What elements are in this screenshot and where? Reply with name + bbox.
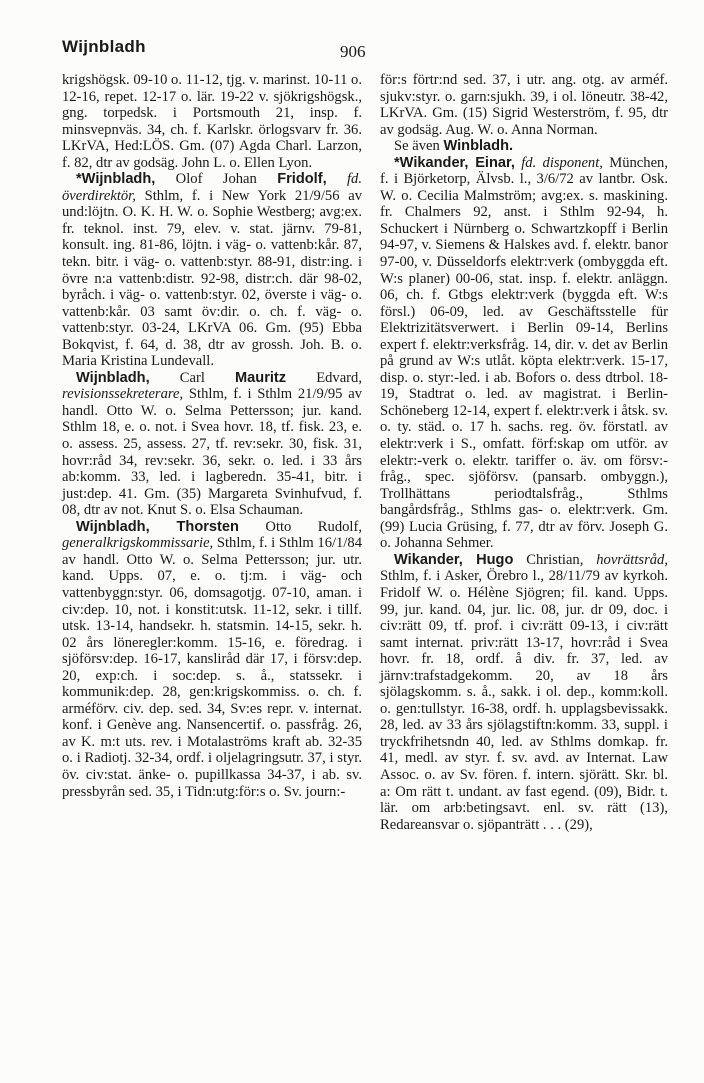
entry-title: fd. disponent,	[514, 154, 603, 171]
entry-body: Sthlm, f. i Sthlm 21/9/95 av handl. Otto W. o. Selma Pettersson; jur. kand. Sthlm 18, e. o. not. i Svea hovr. 18, tf. fisk. 23, e. o. assess. 25, assess. 27, tf. rev:sekr. 30, fisk. 31, hovr:råd 34, rev:sekr. 36, sekr. o. led. i 33 års ab:komm. 33, led. i lagberedn. 35-41, bitr. i just:dep. 41. Gm. (35) Margareta Svinhufvud, f. 08, dtr av not. Knut S. o. Elsa Schauman.	[62, 386, 362, 519]
entry-body: Sthlm, f. i Asker, Örebro l., 28/11/79 av kyrkoh. Fridolf W. o. Hélène Sjögren; fil. kand. Upps. 99, jur. kand. 04, jur. lic. 08, jur. dr 09, doc. i civ:rätt 09, tf. prof. i civ:rätt 09-13, i civ:rätt samt internat. priv:rätt 13-17, hovr:råd i Svea hovr. fr. 18, ordf. å div. fr. 37, led. av järnv:trafstadgekomm. 20, av 18 års sjölagskomm. s. å., sakk. i ol. dep., komm:koll. o. gen:tullstyr. 16-38, ordf. h. upplagsbevissakk. 28, led. av 33 års sjölagstiftn:komm. 33, suppl. i tryckfrihetsndn 40, led. av Sthlms domkap. fr. 41, medl. av styr. f. sv. avd. av Internat. Law Assoc. o. av Sv. fören. f. intern. sjörätt. Skr. bl. a: Om rätt t. undant. av fast egend. (09), Bidr. t. lär. om arb:betingsavt. enl. sv. rätt (13), Redareansvar o. sjöpanträtt . . . (29),	[380, 568, 668, 833]
page-number: 906	[340, 42, 366, 61]
entry-given: Olof Johan	[155, 171, 278, 188]
entry-name: Wijnbladh, Thorsten	[76, 518, 239, 535]
entry-title: fd. överdirektör,	[62, 171, 362, 204]
left-column	[62, 72, 362, 800]
entry-body: München, f. i Björketorp, Älvsb. l., 3/6/72 av lantbr. Osk. W. o. Cecilia Malmström; avg:ex. s. maskining. fr. Chalmers 92, anst. i Sthlm 92-94, h. Schuckert i Nürnberg o. Schwartzkopff i Berlin 94-97, v. Siemens & Halskes avd. f. elektr. banor 97-00, v. Düsseldorfs elektr:verk (ombyggda eft. W:s planer) 00-06, stat. insp. f. elektr. anläggn. 06, ch. f. Gtbgs elektr:verk (byggda eft. W:s försl.) 06-09, led. av Geschäftsstelle für Elektrizitätsverwert. i Berlin 09-14, Berlins expert f. elektr:verksfråg. 14, dir. v. det av Berlin på grund av W:s utlåt. köpta elektr:verk. 15-17, disp. o. styr:-led. i ab. Bofors o. dess dtrbol. 18-19, Stadtrat o. led. av magistrat. i Berlin-Schöneberg 12-14, expert f. elektr:verk i åtsk. sv. o. ty. städ. o. 17 h. sachs. reg. öv. förstatl. av elektr:verk i S., omfatt. förf:skap om utför. av elektr:-verk o. elektr. tariffer o. äv. om försv:-fråg., spec. sjöförsv. (pansarb. ombyggn.), Trollhättans periodtalsfråg., Sthlms bangårdsfråg., Sthlms gas- o. elektr:verk. Gm. (99) Lucia Grüsing, f. 77, dtr av förv. Joseph G. o. Johanna Sehmer.	[380, 154, 668, 552]
entry-thorsten-wijnbladh	[62, 519, 362, 800]
see-also-reference	[380, 138, 668, 155]
entry-body: Sthlm, f. i New York 21/9/56 av und:löjtn. O. K. H. W. o. Sophie Westberg; avg:ex. fr. teknol. inst. 79, elev. v. stat. järnv. 79-81, konsult. ing. 81-86, löjtn. i väg- o. vattenb:kår. 87, tekn. bitr. i väg- o. vattenb:styr. 88-91, distr:ing. i övre n:a vattenb:distr. 92-98, distr:ch. där 98-02, byråch. i väg- o. vattenb:styr. 02, överste i väg- o. vattenb:kår. 03 samt öv:dir. o. ch. f. väg- o. vattenb:styr. 03-24, LKrVA 06. Gm. (95) Ebba Bokqvist, f. 64, d. 38, dtr av grossh. Joh. B. o. Maria Kristina Lundevall.	[62, 187, 362, 370]
entry-given: Otto Rudolf,	[238, 518, 362, 535]
see-also-name: Winbladh.	[443, 138, 514, 155]
entry-hugo-wikander	[380, 552, 668, 833]
entry-name: *Wijnbladh,	[76, 171, 156, 188]
entry-given: Christian,	[513, 551, 584, 568]
continuation-text: krigshögsk. 09-10 o. 11-12, tjg. v. marinst. 10-11 o. 12-16, repet. 12-17 o. lär. 19-22 v. sjökrigshögsk., gng. torpedsk. i Portsmouth 21, insp. f. minsvepnväs. 34, ch. f. Karlskr. örlogsvarv fr. 36. LKrVA, Hed:LÖS. Gm. (07) Agda Charl. Larzon, f. 82, dtr av godsäg. John L. o. Ellen Lyon.	[62, 72, 362, 171]
entry-given-bold: Mauritz	[235, 369, 287, 386]
entry-given: Carl	[149, 369, 235, 386]
continuation-text: för:s förtr:nd sed. 37, i utr. ang. otg. av arméf. sjukv:styr. o. garn:sjukh. 39, i ol. löneutr. 38-42, LKrVA. Gm. (15) Sigrid Westerström, f. 95, dtr av godsäg. Aug. W. o. Anna Norman.	[380, 72, 668, 138]
entry-given-after: Edvard,	[286, 369, 362, 386]
entry-name: Wikander, Hugo	[394, 551, 514, 568]
entry-given-bold: Fridolf,	[277, 171, 327, 188]
running-head: Wijnbladh	[62, 37, 146, 56]
see-also-prefix: Se även	[394, 138, 444, 155]
entry-title: hovrättsråd,	[583, 551, 668, 568]
right-column	[380, 72, 668, 833]
entry-name: *Wikander,	[394, 154, 469, 171]
entry-fridolf-wijnbladh	[62, 171, 362, 370]
entry-body: Sthlm, f. i Sthlm 16/1/84 av handl. Otto W. o. Selma Pettersson; jur. utr. kand. Upps. 07, e. o. tj:m. i väg- och vattenbyggn:styr. 06, domsagotjg. 07-10, aman. i civ:dep. 10, not. i konstit:utsk. 11-12, sekr. i tillf. utsk. 13-14, handsekr. h. statsmin. 14-15, sekr. h. 02 års löneregler:komm. 15-16, e. föredrag. i sjöförsv:dep. 16-17, kansliråd där 17, i försv:dep. 20, exp:ch. i soc:dep. s. å., statssekr. i kommunik:dep. 28, gen:krigskommiss. o. ch. f. arméförv. civ. dep. sed. 34, Sv:es repr. v. internat. konf. i Genève ang. Nansencertif. o. passfråg. 26, av K. m:t uts. rev. i Motalaströms kraft ab. 32-35 o. i Radiotj. 32-34, ordf. i oljelagringsutr. 37, i styr. öv. civ:stat. änke- o. pupillkassa 34-37, i ab. sv. pressbyrån sed. 35, i Tidn:utg:för:s o. Sv. journ:-	[62, 535, 362, 800]
entry-given: Einar,	[468, 154, 515, 171]
entry-einar-wikander	[380, 155, 668, 552]
entry-title: generalkrigskommissarie,	[62, 535, 214, 552]
entry-name: Wijnbladh,	[76, 369, 150, 386]
entry-title: revisionssekreterare,	[62, 386, 184, 403]
entry-mauritz-wijnbladh	[62, 370, 362, 519]
